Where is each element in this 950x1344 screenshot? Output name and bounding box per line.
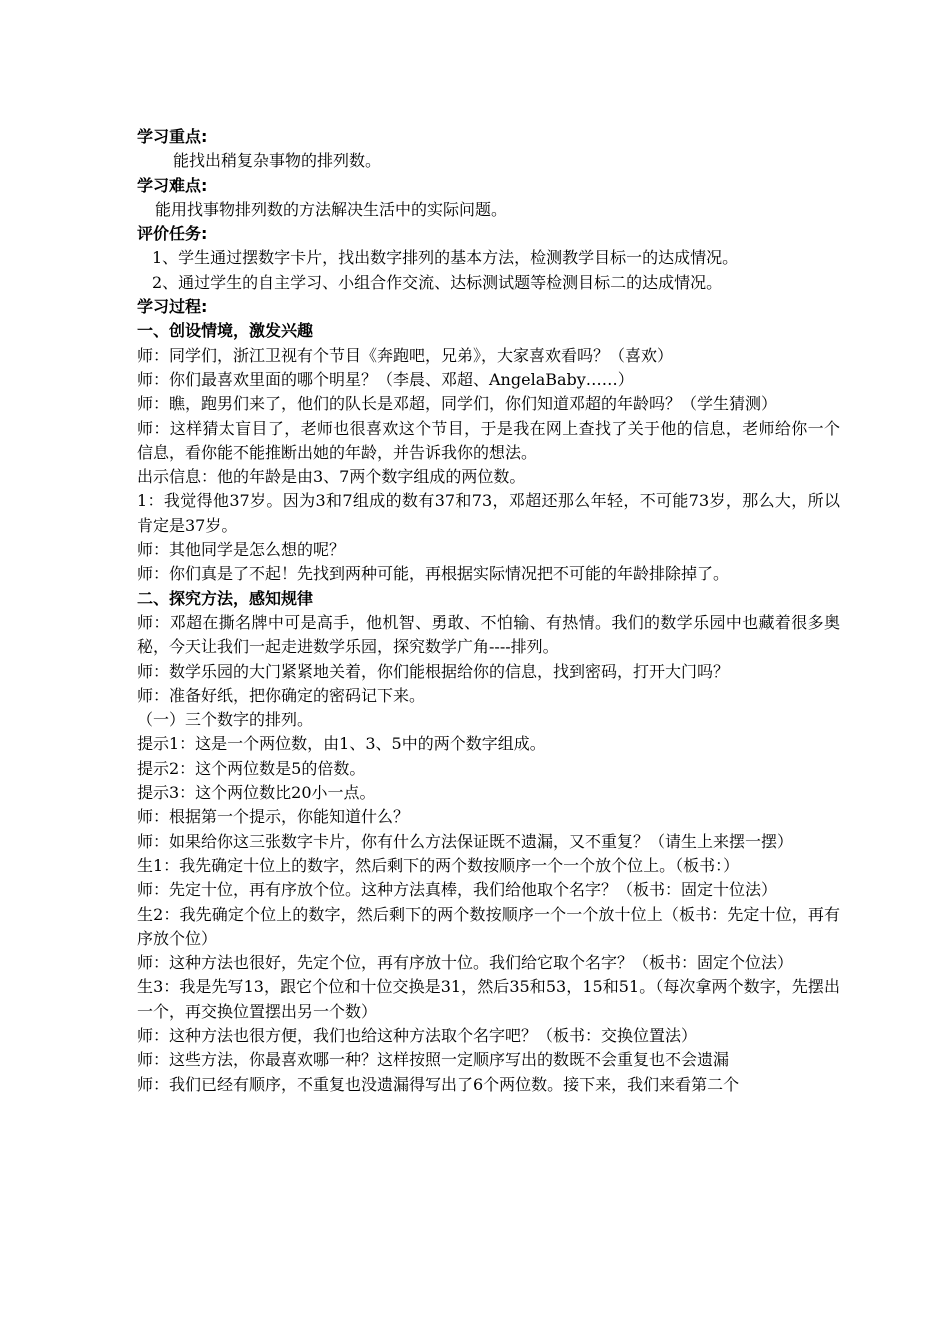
hint-line: 提示1：这是一个两位数，由1、3、5中的两个数字组成。 (137, 734, 546, 754)
evaluation-item: 1、学生通过摆数字卡片，找出数字排列的基本方法，检测教学目标一的达成情况。 (152, 248, 739, 268)
dialogue-line: 师：如果给你这三张数字卡片，你有什么方法保证既不遗漏，又不重复？（请生上来摆一摆） (137, 831, 794, 851)
focus-heading: 学习重点: (137, 127, 208, 146)
info-line: 出示信息：他的年龄是由3、7两个数字组成的两位数。 (137, 467, 526, 487)
dialogue-line: 1：我觉得他37岁。因为3和7组成的数有37和73，邓超还那么年轻，不可能73岁，那么大，所以肯定是37岁。 (137, 491, 840, 535)
evaluation-heading: 评价任务: (137, 224, 208, 244)
dialogue-line: 师：瞧，跑男们来了，他们的队长是邓超，同学们，你们知道邓超的年龄吗？（学生猜测） (137, 394, 778, 414)
dialogue-line: 生3：我是先写13，跟它个位和十位交换是31，然后35和53，15和51。（每次拿两个数字，先摆出一个，再交换位置摆出另一个数） (137, 977, 840, 1021)
difficulty-body: 能用找事物排列数的方法解决生活中的实际问题。 (155, 199, 508, 219)
dialogue-line: 师：这些方法，你最喜欢哪一种？这样按照一定顺序写出的数既不会重复也不会遗漏 (137, 1050, 730, 1070)
dialogue-line: 师：这种方法也很好，先定个位，再有序放十位。我们给它取个名字？（板书：固定个位法） (137, 953, 794, 973)
dialogue-line: 生1：我先确定十位上的数字，然后剩下的两个数按顺序一个一个放个位上。（板书：） (137, 855, 740, 875)
subsection-title: （一）三个数字的排列。 (137, 710, 314, 730)
hint-line: 提示2：这个两位数是5的倍数。 (137, 758, 366, 778)
dialogue-line: 师：其他同学是怎么想的呢？ (137, 540, 346, 560)
document-body (137, 125, 840, 1097)
part1-heading: 一、创设情境，激发兴趣 (137, 321, 314, 341)
dialogue-line: 师：你们真是了不起！先找到两种可能，再根据实际情况把不可能的年龄排除掉了。 (137, 564, 730, 584)
dialogue-line: 师：根据第一个提示，你能知道什么？ (137, 807, 410, 827)
dialogue-line: 师：同学们，浙江卫视有个节目《奔跑吧，兄弟》，大家喜欢看吗？（喜欢） (137, 345, 674, 365)
dialogue-line: 师：这样猜太盲目了，老师也很喜欢这个节目，于是我在网上查找了关于他的信息，老师给你一个信息，看你能不能推断出她的年龄，并告诉我你的想法。 (137, 418, 840, 462)
evaluation-item: 2、通过学生的自主学习、小组合作交流、达标测试题等检测目标二的达成情况。 (152, 272, 723, 292)
dialogue-line: 师：先定十位，再有序放个位。这种方法真棒，我们给他取个名字？（板书：固定十位法） (137, 880, 778, 900)
dialogue-line: 生2：我先确定个位上的数字，然后剩下的两个数按顺序一个一个放十位上（板书：先定十位，再有序放个位） (137, 904, 840, 948)
dialogue-line: 师：我们已经有顺序，不重复也没遗漏得写出了6个两位数。接下来，我们来看第二个 (137, 1074, 740, 1094)
part2-heading: 二、探究方法，感知规律 (137, 588, 314, 608)
dialogue-line: 师：数学乐园的大门紧紧地关着，你们能根据给你的信息，找到密码，打开大门吗？ (137, 661, 730, 681)
dialogue-line: 师：你们最喜欢里面的哪个明星？（李晨、邓超、AngelaBaby……） (137, 369, 634, 389)
dialogue-line: 师：邓超在撕名牌中可是高手，他机智、勇敢、不怕输、有热情。我们的数学乐园中也藏着很多奥秘，今天让我们一起走进数学乐园，探究数学广角----排列。 (137, 612, 840, 657)
dialogue-line: 师：准备好纸，把你确定的密码记下来。 (137, 685, 426, 705)
focus-body: 能找出稍复杂事物的排列数。 (173, 151, 382, 171)
difficulty-heading: 学习难点: (137, 175, 208, 195)
hint-line: 提示3：这个两位数比20小一点。 (137, 783, 376, 803)
process-heading: 学习过程: (137, 297, 208, 317)
dialogue-line: 师：这种方法也很方便，我们也给这种方法取个名字吧？（板书：交换位置法） (137, 1025, 698, 1045)
